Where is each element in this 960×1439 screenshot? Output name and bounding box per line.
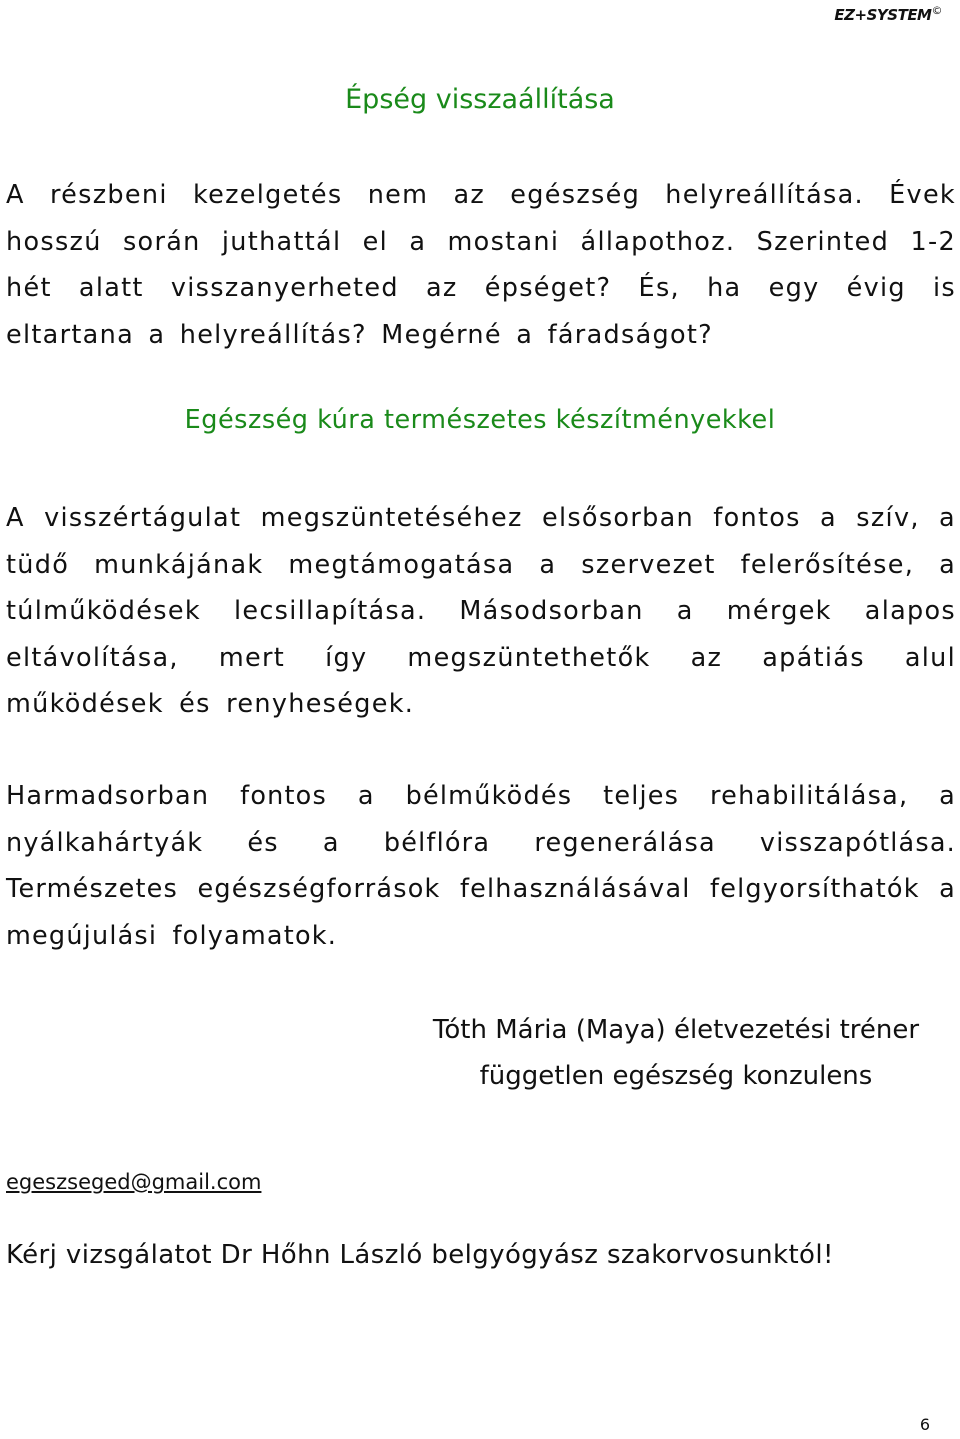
document-title: Épség visszaállítása (345, 84, 615, 115)
email-link[interactable]: egeszseged@gmail.com (6, 1170, 262, 1194)
brand-name: EZ+SYSTEM (834, 6, 932, 24)
closing-line: Kérj vizsgálatot Dr Hőhn László belgyógyász szakorvosunktól! (6, 1240, 834, 1270)
intro-paragraph: A részbeni kezelgetés nem az egészség helyreállítása. Évek hosszú során juthattál el a mostani állapothoz. Szerinted 1-2 hét alatt visszanyerheted az épséget? És, ha egy évig is eltartana a helyreállítás? Megérné a fáradságot? (6, 180, 956, 350)
header-brand (834, 4, 942, 24)
paragraph-two: A visszértágulat megszüntetéséhez elsősorban fontos a szív, a tüdő munkájának megtámogatása a szervezet felerősítése, a túlműködések lecsillapítása. Másodsorban a mérgek alapos eltávolítása, mert így megszüntethetők az apátiás alul működések és renyheségek. (6, 503, 956, 719)
page-number: 6 (919, 1415, 930, 1434)
copyright-symbol: © (931, 4, 942, 17)
signature-name: Tóth Mária (Maya) életvezetési tréner (432, 1015, 920, 1045)
signature-block (396, 1007, 956, 1099)
section-subtitle: Egészség kúra természetes készítményekkel (184, 405, 776, 435)
signature-role: független egészség konzulens (479, 1061, 873, 1091)
paragraph-three: Harmadsorban fontos a bélműködés teljes rehabilitálása, a nyálkahártyák és a bélflóra regenerálása visszapótlása. Természetes egészségforrások felhasználásával felgyorsíthatók a megújulási folyamatok. (6, 781, 956, 951)
